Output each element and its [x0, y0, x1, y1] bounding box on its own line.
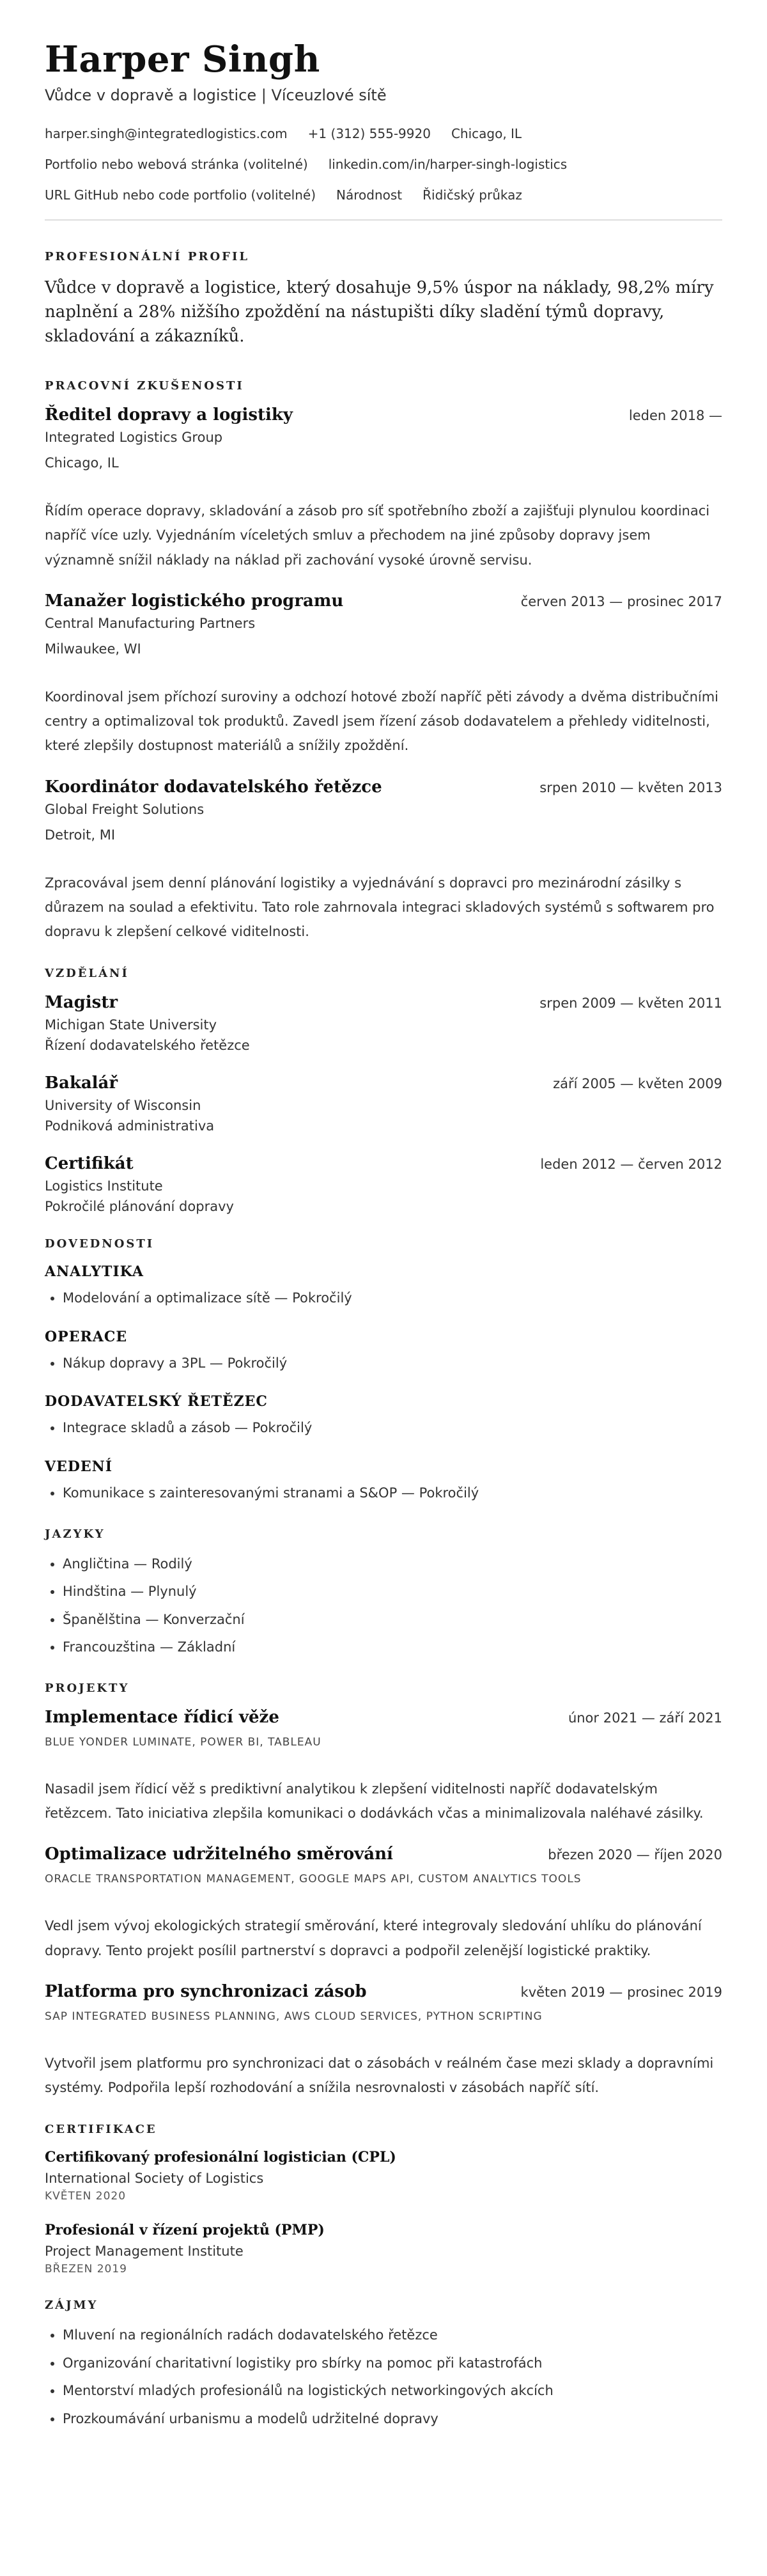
project-dates: březen 2020 — říjen 2020	[548, 1847, 722, 1863]
education-item	[45, 1073, 722, 1134]
project-name: Platforma pro synchronizaci zásob	[45, 1981, 367, 2001]
company-name: Central Manufacturing Partners	[45, 615, 256, 631]
certifications-section	[45, 2123, 722, 2275]
job-location: Chicago, IL	[45, 455, 119, 471]
field-of-study: Řízení dodavatelského řetězce	[45, 1038, 250, 1054]
education-dates: srpen 2009 — květen 2011	[539, 995, 722, 1011]
experience-section	[45, 379, 722, 944]
skill-category: VEDENÍ	[45, 1458, 113, 1475]
language-item: • Hindština — Plynulý	[63, 1581, 722, 1603]
project-description: Vedl jsem vývoj ekologických strategií směrování, které integrovaly sledování uhlíku do plánování dopravy. Tento projekt posílil partnerství s dopravci a podpořil zelenější logistické praktiky.	[45, 1918, 702, 1958]
nationality: Národnost	[336, 187, 403, 203]
phone-number: +1 (312) 555-9920	[307, 126, 431, 142]
job-description: Zpracovával jsem denní plánování logistiky a vyjednávání s dopravci pro mezinárodní zásilky s důrazem na soulad a efektivitu. Tato role zahrnovala integraci skladových systémů s softwarem pro dopravu k zlepšení celkové viditelnosti.	[45, 875, 715, 939]
project-name: Optimalizace udržitelného směrování	[45, 1845, 393, 1864]
job-title: Koordinátor dodavatelského řetězce	[45, 777, 382, 797]
resume-header	[45, 38, 722, 203]
project-dates: únor 2021 — září 2021	[568, 1710, 722, 1726]
degree: Magistr	[45, 993, 118, 1013]
certification-date: KVĚTEN 2020	[45, 2190, 127, 2203]
contact-info	[45, 126, 722, 203]
job-dates: leden 2018 —	[628, 408, 722, 424]
section-title-interests: ZÁJMY	[45, 2299, 98, 2313]
interest-item: • Mluvení na regionálních radách dodavatelského řetězce	[63, 2325, 722, 2346]
degree: Bakalář	[45, 1073, 118, 1093]
section-title-profile: PROFESIONÁLNÍ PROFIL	[45, 250, 250, 264]
language-item: • Angličtina — Rodilý	[63, 1554, 722, 1575]
profile-section	[45, 250, 722, 348]
project-dates: květen 2019 — prosinec 2019	[520, 1984, 722, 2000]
job-description: Koordinoval jsem příchozí suroviny a odchozí hotové zboží napříč pěti závody a dvěma distribučními centry a optimalizoval tok produktů. Zavedl jsem řízení zásob dodavatelem a přehledy viditelnosti, které zlepšily dostupnost materiálů a snížily zpoždění.	[45, 689, 719, 754]
section-title-projects: PROJEKTY	[45, 1681, 130, 1695]
project-item	[45, 1982, 722, 2100]
skill-item: • Nákup dopravy a 3PL — Pokročilý	[63, 1353, 722, 1375]
job-title: Ředitel dopravy a logistiky	[45, 405, 293, 425]
project-item	[45, 1708, 722, 1825]
languages-section	[45, 1527, 722, 1659]
section-title-skills: DOVEDNOSTI	[45, 1237, 155, 1251]
education-section	[45, 967, 722, 1214]
interest-item: • Mentorství mladých profesionálů na logistických networkingových akcích	[63, 2380, 722, 2402]
project-technologies: SAP INTEGRATED BUSINESS PLANNING, AWS CLOUD SERVICES, PYTHON SCRIPTING	[45, 2010, 543, 2023]
certification-name: Certifikovaný profesionální logistician (CPL)	[45, 2149, 396, 2166]
skill-category: OPERACE	[45, 1328, 128, 1345]
projects-section	[45, 1682, 722, 2100]
email-link[interactable]: harper.singh@integratedlogistics.com	[45, 126, 288, 142]
job-dates: červen 2013 — prosinec 2017	[520, 593, 722, 609]
certification-item	[45, 2149, 722, 2203]
certification-name: Profesionál v řízení projektů (PMP)	[45, 2222, 325, 2239]
field-of-study: Podniková administrativa	[45, 1118, 215, 1134]
drivers-license: Řidičský průkaz	[422, 187, 522, 203]
project-technologies: ORACLE TRANSPORTATION MANAGEMENT, GOOGLE MAPS API, CUSTOM ANALYTICS TOOLS	[45, 1873, 582, 1886]
skill-list	[45, 1353, 722, 1375]
interest-item: • Organizování charitativní logistiky pro sbírky na pomoc při katastrofách	[63, 2353, 722, 2375]
experience-item	[45, 591, 722, 758]
project-item	[45, 1845, 722, 1962]
interest-list	[45, 2325, 722, 2430]
profile-summary: Vůdce v dopravě a logistice, který dosahuje 9,5% úspor na náklady, 98,2% míry naplnění a 28% nižšího zpoždění na nástupišti díky sladění týmů dopravy, skladování a zákazníků.	[45, 278, 714, 346]
language-item: • Španělština — Konverzační	[63, 1609, 722, 1631]
degree: Certifikát	[45, 1154, 134, 1174]
experience-item	[45, 777, 722, 944]
skill-list	[45, 1417, 722, 1439]
section-title-certifications: CERTIFIKACE	[45, 2123, 157, 2137]
skill-category: DODAVATELSKÝ ŘETĚZEC	[45, 1393, 268, 1410]
project-description: Nasadil jsem řídicí věž s prediktivní analytikou k zlepšení viditelnosti napříč dodavatelským řetězcem. Tato iniciativa zlepšila komunikaci o dodávkách včas a minimalizovala naléhavé zásilky.	[45, 1781, 704, 1822]
github-link[interactable]: URL GitHub nebo code portfolio (volitelné)	[45, 187, 316, 203]
school-name: Michigan State University	[45, 1017, 217, 1033]
education-item	[45, 1154, 722, 1214]
certification-issuer: Project Management Institute	[45, 2244, 244, 2260]
skill-category: ANALYTIKA	[45, 1263, 144, 1281]
company-name: Global Freight Solutions	[45, 801, 205, 817]
school-name: University of Wisconsin	[45, 1098, 201, 1114]
job-location: Detroit, MI	[45, 827, 116, 843]
candidate-name: Harper Singh	[45, 38, 320, 81]
certification-date: BŘEZEN 2019	[45, 2263, 127, 2276]
header-divider	[45, 219, 722, 221]
language-item: • Francouzština — Základní	[63, 1637, 722, 1659]
skill-list	[45, 1288, 722, 1309]
project-name: Implementace řídicí věže	[45, 1707, 279, 1727]
skill-list	[45, 1483, 722, 1504]
location: Chicago, IL	[451, 126, 522, 142]
project-technologies: BLUE YONDER LUMINATE, POWER BI, TABLEAU	[45, 1735, 322, 1749]
language-list	[45, 1554, 722, 1659]
section-title-education: VZDĚLÁNÍ	[45, 967, 129, 981]
section-title-experience: PRACOVNÍ ZKUŠENOSTI	[45, 379, 244, 393]
portfolio-link[interactable]: Portfolio nebo webová stránka (volitelné)	[45, 157, 308, 173]
interests-section	[45, 2299, 722, 2430]
education-dates: leden 2012 — červen 2012	[540, 1157, 722, 1173]
company-name: Integrated Logistics Group	[45, 430, 223, 446]
job-location: Milwaukee, WI	[45, 641, 141, 657]
job-description: Řídím operace dopravy, skladování a zásob pro síť spotřebního zboží a zajišťuji plynulou koordinaci napříč více uzly. Vyjednáním víceletých smluv a přechodem na jiné způsoby dopravy jsem významně snížil náklady na náklad při zachování vysoké úrovně servisu.	[45, 503, 710, 568]
education-item	[45, 993, 722, 1053]
job-dates: srpen 2010 — květen 2013	[539, 779, 722, 795]
skill-item: • Komunikace s zainteresovanými stranami a S&OP — Pokročilý	[63, 1483, 722, 1504]
headline: Vůdce v dopravě a logistice | Víceuzlové sítě	[45, 86, 387, 105]
project-description: Vytvořil jsem platformu pro synchronizaci dat o zásobách v reálném čase mezi sklady a dopravními systémy. Podpořila lepší rozhodování a snížila nesrovnalosti v zásobách napříč sítí.	[45, 2055, 714, 2096]
certification-item	[45, 2222, 722, 2275]
skill-item: • Integrace skladů a zásob — Pokročilý	[63, 1417, 722, 1439]
interest-item: • Prozkoumávání urbanismu a modelů udržitelné dopravy	[63, 2408, 722, 2430]
certification-issuer: International Society of Logistics	[45, 2171, 264, 2187]
experience-item	[45, 405, 722, 572]
section-title-languages: JAZYKY	[45, 1527, 105, 1541]
skill-item: • Modelování a optimalizace sítě — Pokročilý	[63, 1288, 722, 1309]
job-title: Manažer logistického programu	[45, 591, 344, 611]
skills-section	[45, 1237, 722, 1504]
school-name: Logistics Institute	[45, 1178, 163, 1194]
education-dates: září 2005 — květen 2009	[553, 1076, 722, 1092]
linkedin-link[interactable]: linkedin.com/in/harper-singh-logistics	[328, 157, 568, 173]
field-of-study: Pokročilé plánování dopravy	[45, 1199, 234, 1215]
